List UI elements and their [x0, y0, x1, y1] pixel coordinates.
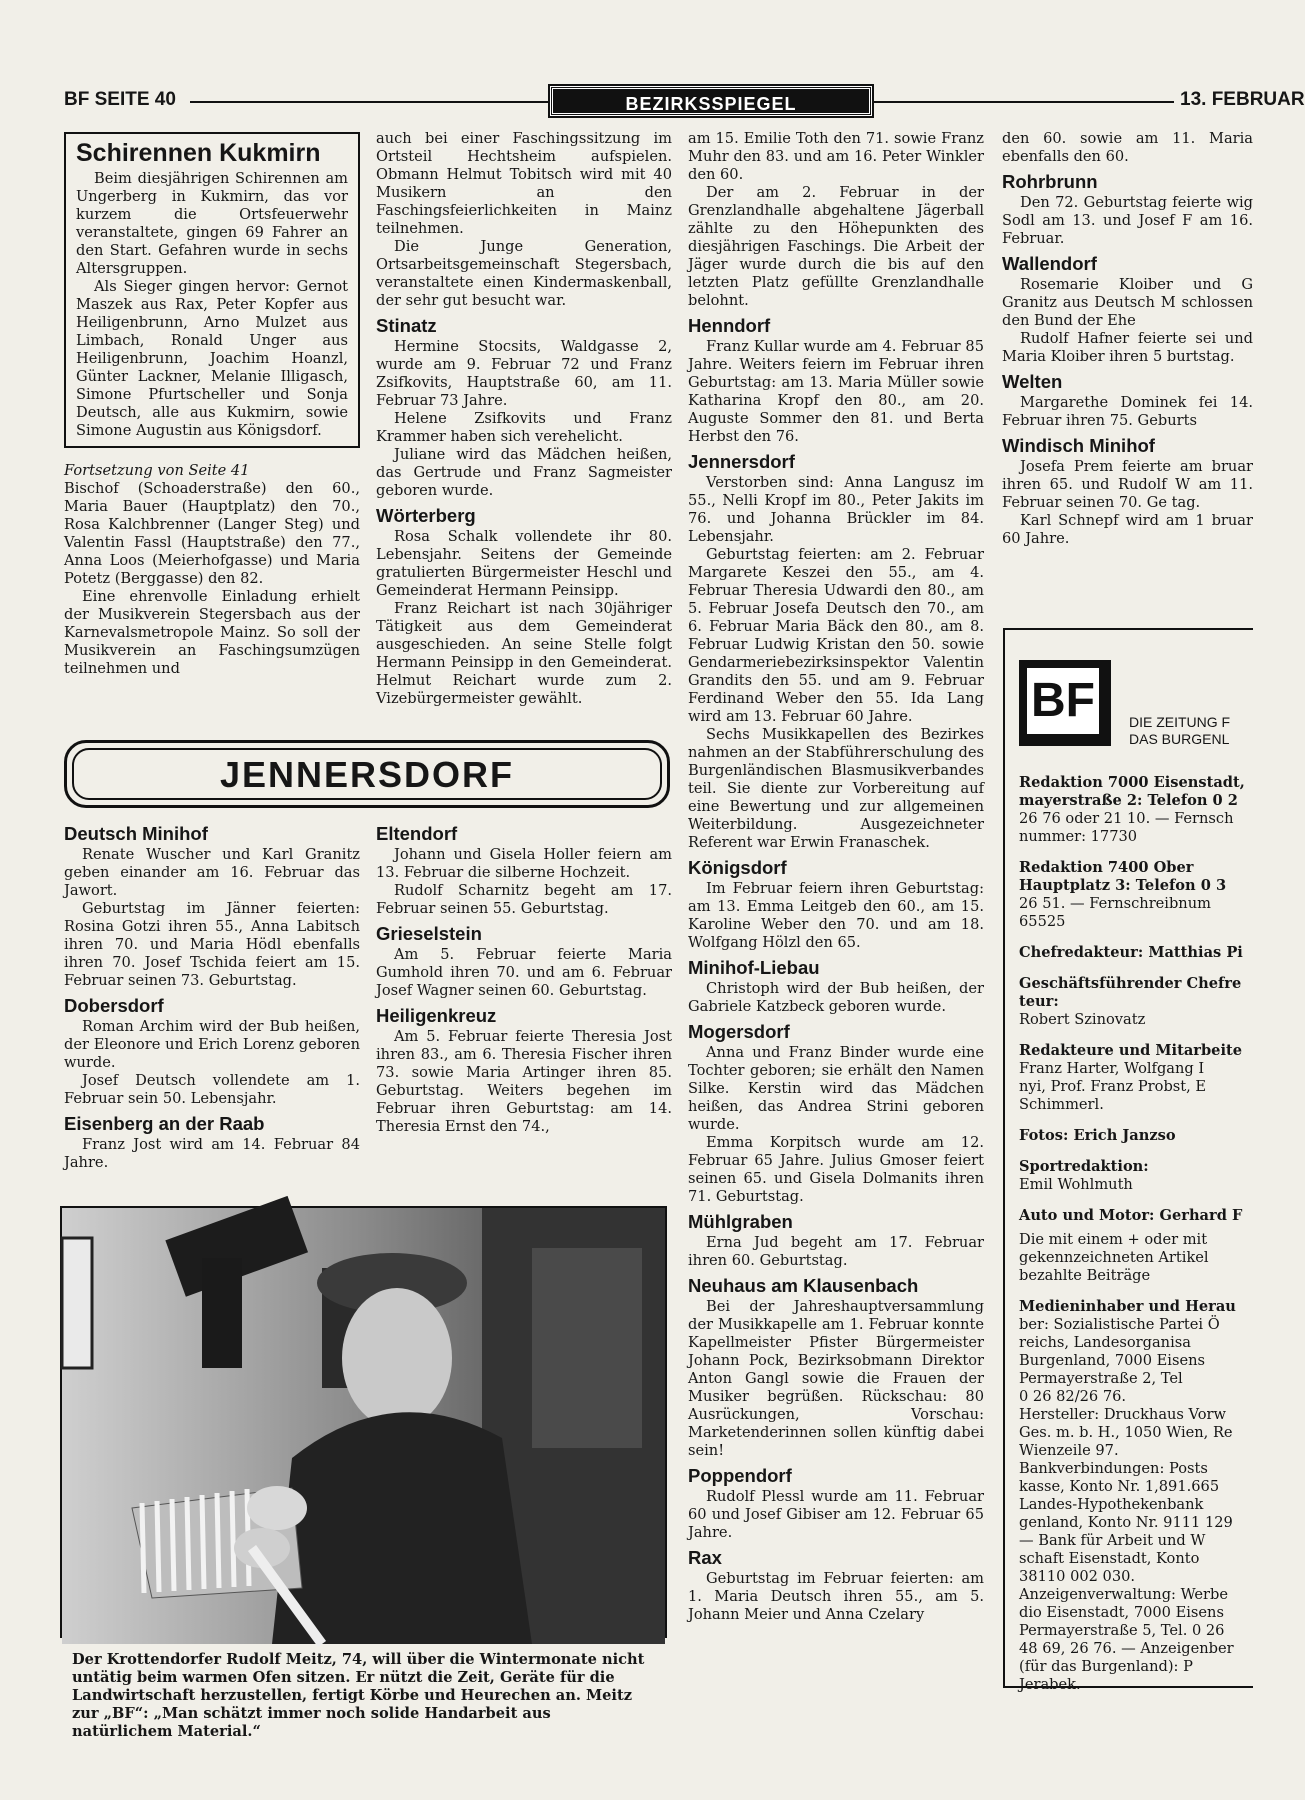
paragraph: Rosa Schalk vollendete ihr 80. Lebensjahr. Seitens der Gemeinde gratulierten Bürgermeister Heschl und Gemeinderat Hermann Peinsipp. [376, 528, 672, 599]
subheading-woerterberg: Wörterberg [376, 505, 476, 526]
jennersdorf-column-1 [64, 818, 360, 1172]
paragraph: Bei der Jahreshauptversammlung der Musikkapelle am 1. Februar konnte Kapellmeister Pfister Bürgermeister Johann Pock, Bezirksobmann Direktor Anton Gangl sowie die Frauen der Musiker begrüßen. Rückschau: 80 Ausrückungen, Vorschau: Marketenderinnen sollen künftig dabei sein! [688, 1298, 984, 1459]
anzeigenverwaltung [1019, 1586, 1259, 1694]
subheading-rax: Rax [688, 1547, 722, 1568]
paragraph: Erna Jud begeht am 17. Februar ihren 60. Geburtstag. [688, 1234, 984, 1269]
paragraph: Franz Reichart ist nach 30jähriger Tätigkeit aus dem Gemeinderat ausgeschieden. An seine Stelle folgt Hermann Peinsipp in den Gemeinderat. Helmut Reichart wurde zum 2. Vizebürgermeister gewählt. [376, 600, 672, 707]
line: Schimmerl. [1019, 1096, 1104, 1113]
line: nyi, Prof. Franz Probst, E [1019, 1078, 1207, 1095]
paragraph: Verstorben sind: Anna Langusz im 55., Nelli Kropf im 80., Peter Jakits im 76. und Johanna Brückler im 84. Lebensjahr. [688, 474, 984, 545]
paragraph: Geburtstag im Jänner feierten: Rosina Gotzi ihren 55., Anna Labitsch ihren 70. und Maria Hödl ebenfalls ihren 70. Josef Tschida feiert am 15. Februar seinen 73. Geburtstag. [64, 900, 360, 989]
jennersdorf-column-2 [376, 818, 672, 1136]
line: Jerabek. [1019, 1676, 1081, 1693]
auto-motor [1019, 1207, 1259, 1225]
paragraph: Franz Jost wird am 14. Februar 84 Jahre. [64, 1136, 360, 1171]
redaktion-eisenstadt [1019, 774, 1259, 846]
line: Burgenland, 7000 Eisens [1019, 1352, 1205, 1369]
paragraph: Eine ehrenvolle Einladung erhielt der Musikverein Stegersbach aus der Karnevalsmetropole Mainz. So soll der Musikverein an Faschingsumzügen teilnehmen und [64, 588, 360, 677]
line: bezahlte Beiträge [1019, 1267, 1151, 1284]
bf-logo-text: BF [1027, 668, 1099, 734]
line: nummer: 17730 [1019, 828, 1138, 845]
line: kasse, Konto Nr. 1,891.665 [1019, 1478, 1220, 1495]
paragraph: Margarethe Dominek fei 14. Februar ihren 75. Geburts [1002, 394, 1253, 429]
line: Medieninhaber und Herau [1019, 1298, 1236, 1315]
header-rule-left [190, 101, 610, 103]
line: Robert Szinovatz [1019, 1011, 1146, 1028]
paragraph: Rudolf Scharnitz begeht am 17. Februar seinen 55. Geburtstag. [376, 882, 672, 917]
paragraph: Franz Kullar wurde am 4. Februar 85 Jahre. Weiters feiern im Februar ihren Geburtstag: am 13. Maria Müller sowie Katharina Kropf den 80., am 20. Auguste Sommer den 81. und Berta Herbst den 76. [688, 338, 984, 445]
line: reichs, Landesorganisa [1019, 1334, 1191, 1351]
advert-note [1019, 1231, 1259, 1285]
subheading-henndorf: Henndorf [688, 315, 771, 336]
paragraph: Anna und Franz Binder wurde eine Tochter geboren; sie erhält den Namen Silke. Kerstin wird das Mädchen heißen, das Andrea Strini geboren wurde. [688, 1044, 984, 1133]
paragraph: Rosemarie Kloiber und G Granitz aus Deutsch M schlossen den Bund der Ehe [1002, 276, 1253, 329]
fotos [1019, 1127, 1259, 1145]
tagline-line: DIE ZEITUNG F [1129, 714, 1231, 730]
paragraph: Juliane wird das Mädchen heißen, das Gertrude und Franz Sagmeister geboren wurde. [376, 446, 672, 499]
subheading-minihof-liebau: Minihof-Liebau [688, 957, 820, 978]
line: teur: [1019, 993, 1059, 1010]
line: Fotos: Erich Janzso [1019, 1127, 1176, 1144]
subheading-wallendorf: Wallendorf [1002, 253, 1097, 274]
line: Anzeigenverwaltung: Werbe [1019, 1586, 1228, 1603]
paragraph: Josef Deutsch vollendete am 1. Februar sein 50. Lebensjahr. [64, 1072, 360, 1107]
subheading-eisenberg: Eisenberg an der Raab [64, 1113, 265, 1134]
line: Permayerstraße 2, Tel [1019, 1370, 1183, 1387]
subheading-poppendorf: Poppendorf [688, 1465, 792, 1486]
impressum-box [1003, 628, 1253, 1693]
continuation-note: Fortsetzung von Seite 41 [64, 462, 250, 479]
line: Landes-Hypothekenbank [1019, 1496, 1204, 1513]
banner-title: JENNERSDORF [72, 748, 662, 800]
impressum-body [1019, 774, 1259, 1694]
line: Geschäftsführender Chefre [1019, 975, 1242, 992]
line: Redakteure und Mitarbeite [1019, 1042, 1243, 1059]
photo-image [62, 1208, 665, 1644]
news-photo [60, 1206, 667, 1740]
subheading-mogersdorf: Mogersdorf [688, 1021, 790, 1042]
paragraph: Im Februar feiern ihren Geburtstag: am 13. Emma Leitgeb den 60., am 15. Karoline Weber den 70. und am 18. Wolfgang Hölzl den 65. [688, 880, 984, 951]
column-2 [376, 130, 672, 708]
section-banner [64, 740, 670, 808]
subheading-rohrbrunn: Rohrbrunn [1002, 171, 1098, 192]
paragraph: Als Sieger gingen hervor: Gernot Maszek aus Rax, Peter Kopfer aus Heiligenbrunn, Arno Mulzet aus Limbach, Ronald Unger aus Heiligenbrunn, Joachim Hoanzl, Günter Lackner, Melanie Illigasch, Simone Pfurtscheller und Sonja Deutsch, alle aus Kukmirn, sowie Simone Augustin aus Königsdorf. [76, 278, 348, 439]
line: dio Eisenstadt, 7000 Eisens [1019, 1604, 1224, 1621]
line: Permayerstraße 5, Tel. 0 26 [1019, 1622, 1225, 1639]
page-header [62, 86, 1305, 116]
paragraph: Emma Korpitsch wurde am 12. Februar 65 Jahre. Julius Gmoser feiert seinen 65. und Gisela Dolmanits ihren 71. Geburtstag. [688, 1134, 984, 1205]
subheading-eltendorf: Eltendorf [376, 823, 458, 844]
paragraph: Renate Wuscher und Karl Granitz geben einander am 16. Februar das Jawort. [64, 846, 360, 899]
paragraph: Geburtstag im Februar feierten: am 1. Maria Deutsch ihren 55., am 5. Johann Meier und Anna Czelary [688, 1570, 984, 1623]
paragraph: Roman Archim wird der Bub heißen, der Eleonore und Erich Lorenz geboren wurde. [64, 1018, 360, 1071]
redakteure [1019, 1042, 1259, 1114]
paragraph: Geburtstag feierten: am 2. Februar Margarete Keszei den 55., am 4. Februar Theresia Udwardi den 80., am 5. Februar Josefa Deutsch den 70., am 6. Februar Maria Bäck den 80., am 8. Februar Ludwig Kristan den 50. sowie Gendarmeriebezirksinspektor Valentin Grandits den 55. und am 9. Februar Ferdinand Weber den 55. Ida Lang wird am 13. Februar 60 Jahre. [688, 546, 984, 725]
subheading-grieselstein: Grieselstein [376, 923, 482, 944]
paragraph: Den 72. Geburtstag feierte wig Sodl am 13. und Josef F am 16. Februar. [1002, 194, 1253, 247]
line: Die mit einem + oder mit [1019, 1231, 1208, 1248]
page-number: BF SEITE 40 [64, 89, 176, 110]
sportredaktion [1019, 1158, 1259, 1194]
photo-caption: Der Krottendorfer Rudolf Meitz, 74, will über die Wintermonate nicht untätig beim warmen Ofen sitzen. Er nützt die Zeit, Geräte für die Landwirtschaft herzustellen, fertigt Körbe und Heurechen an. Meitz zur „BF“: „Man schätzt immer noch solide Handarbeit aus natürlichem Material.“ [72, 1651, 645, 1740]
chefredakteur [1019, 944, 1259, 962]
paragraph: Josefa Prem feierte am bruar ihren 65. und Rudolf W am 11. Februar seinen 70. Ge tag. [1002, 458, 1253, 511]
subheading-dobersdorf: Dobersdorf [64, 995, 164, 1016]
subheading-heiligenkreuz: Heiligenkreuz [376, 1005, 497, 1026]
bf-logo [1019, 660, 1111, 746]
line: Bankverbindungen: Posts [1019, 1460, 1208, 1477]
line: schaft Eisenstadt, Konto [1019, 1550, 1200, 1567]
line: gekennzeichneten Artikel [1019, 1249, 1209, 1266]
paragraph: Am 5. Februar feierte Theresia Jost ihren 83., am 6. Theresia Fischer ihren 73. sowie Maria Artinger ihren 85. Geburtstag. Weiters begehen im Februar ihren Geburtstag: am 14. Theresia Ernst den 74., [376, 1028, 672, 1135]
line: Hauptplatz 3: Telefon 0 3 [1019, 877, 1227, 894]
paragraph: den 60. sowie am 11. Maria ebenfalls den 60. [1002, 130, 1253, 165]
paragraph: auch bei einer Faschingssitzung im Ortsteil Hechtsheim aufspielen. Obmann Helmut Tobitsch wird mit 40 Musikern an den Faschingsfeierlichkeiten in Mainz teilnehmen. [376, 130, 672, 237]
line: ber: Sozialistische Partei Ö [1019, 1316, 1220, 1333]
tagline-line: DAS BURGENL [1129, 731, 1230, 747]
line: Auto und Motor: Gerhard F [1019, 1207, 1243, 1224]
paragraph: Hermine Stocsits, Waldgasse 2, wurde am 9. Februar 72 und Franz Zsifkovits, Hauptstraße 60, am 11. Februar 73 Jahre. [376, 338, 672, 409]
column-4 [1002, 130, 1253, 620]
paragraph: Christoph wird der Bub heißen, der Gabriele Katzbeck geboren wurde. [688, 980, 984, 1015]
line: Ges. m. b. H., 1050 Wien, Re [1019, 1424, 1233, 1441]
paragraph: Am 5. Februar feierte Maria Gumhold ihren 70. und am 6. Februar Josef Wagner seinen 60. Geburtstag. [376, 946, 672, 999]
medieninhaber [1019, 1298, 1259, 1406]
subheading-stinatz: Stinatz [376, 315, 437, 336]
line: Franz Harter, Wolfgang I [1019, 1060, 1205, 1077]
subheading-koenigsdorf: Königsdorf [688, 857, 787, 878]
bankverbindungen [1019, 1460, 1259, 1586]
article-box-schirennen [64, 132, 360, 448]
column-1 [64, 132, 360, 678]
paragraph: Bischof (Schoaderstraße) den 60., Maria Bauer (Hauptplatz) den 70., Rosa Kalchbrenner (Langer Steg) und Valentin Fassl (Hauptstraße) den 77., Anna Loos (Meierhofgasse) und Maria Potetz (Berggasse) den 82. [64, 480, 360, 587]
issue-date: 13. FEBRUAR [1180, 89, 1305, 110]
newspaper-tagline [1129, 714, 1230, 748]
redaktion-oberwart [1019, 859, 1259, 931]
paragraph: am 15. Emilie Toth den 71. sowie Franz Muhr den 83. und am 16. Peter Winkler den 60. [688, 130, 984, 183]
line: Wienzeile 97. [1019, 1442, 1119, 1459]
column-3 [688, 130, 984, 1624]
line: mayerstraße 2: Telefon 0 2 [1019, 792, 1238, 809]
subheading-muehlgraben: Mühlgraben [688, 1211, 793, 1232]
line: 0 26 82/26 76. [1019, 1388, 1127, 1405]
line: Redaktion 7000 Eisenstadt, [1019, 774, 1245, 791]
subheading-deutsch-minihof: Deutsch Minihof [64, 823, 208, 844]
line: Emil Wohlmuth [1019, 1176, 1133, 1193]
subheading-welten: Welten [1002, 371, 1063, 392]
hersteller [1019, 1406, 1259, 1460]
subheading-jennersdorf: Jennersdorf [688, 451, 795, 472]
paragraph: Beim diesjährigen Schirennen am Ungerberg in Kukmirn, das vor kurzem die Ortsfeuerwehr veranstaltete, gingen 69 Fahrer an den Start. Gefahren wurde in sechs Altersgruppen. [76, 170, 348, 277]
paragraph: Johann und Gisela Holler feiern am 13. Februar die silberne Hochzeit. [376, 846, 672, 881]
paragraph: Rudolf Hafner feierte sei und Maria Kloiber ihren 5 burtstag. [1002, 330, 1253, 365]
header-rule-right [874, 101, 1174, 103]
line: 38110 002 030. [1019, 1568, 1136, 1585]
paragraph: Die Junge Generation, Ortsarbeitsgemeinschaft Stegersbach, veranstaltete einen Kindermaskenball, der sehr gut besucht war. [376, 238, 672, 309]
paragraph: Der am 2. Februar in der Grenzlandhalle abgehaltene Jägerball zählte zu den Höhepunkten des diesjährigen Faschings. Die Arbeit der Jäger wurde durch die bis auf den letzten Platz gefüllte Grenzlandhalle belohnt. [688, 184, 984, 309]
line: (für das Burgenland): P [1019, 1658, 1193, 1675]
paragraph: Karl Schnepf wird am 1 bruar 60 Jahre. [1002, 512, 1253, 547]
line: genland, Konto Nr. 9111 129 [1019, 1514, 1233, 1531]
subheading-windisch-minihof: Windisch Minihof [1002, 435, 1155, 456]
line: Hersteller: Druckhaus Vorw [1019, 1406, 1227, 1423]
article-title: Schirennen Kukmirn [76, 139, 321, 167]
paragraph: Helene Zsifkovits und Franz Krammer haben sich verehelicht. [376, 410, 672, 445]
subheading-neuhaus: Neuhaus am Klausenbach [688, 1275, 919, 1296]
line: — Bank für Arbeit und W [1019, 1532, 1206, 1549]
line: Chefredakteur: Matthias Pi [1019, 944, 1243, 961]
paragraph: Rudolf Plessl wurde am 11. Februar 60 und Josef Gibiser am 12. Februar 65 Jahre. [688, 1488, 984, 1541]
line: 65525 [1019, 913, 1066, 930]
line: 26 51. — Fernschreibnum [1019, 895, 1211, 912]
line: Redaktion 7400 Ober [1019, 859, 1194, 876]
paragraph: Sechs Musikkapellen des Bezirkes nahmen an der Stabführerschulung des Burgenländischen Blasmusikverbandes teil. Sie diente zur Vorbereitung auf eine Bewertung und zur allgemeinen Weiterbildung. Ausgezeichneter Referent war Erwin Franaschek. [688, 726, 984, 851]
line: Sportredaktion: [1019, 1158, 1149, 1175]
geschaeftsfuehrer [1019, 975, 1259, 1029]
line: 48 69, 26 76. — Anzeigenber [1019, 1640, 1234, 1657]
section-badge: BEZIRKSSPIEGEL [550, 86, 872, 116]
line: 26 76 oder 21 10. — Fernsch [1019, 810, 1234, 827]
